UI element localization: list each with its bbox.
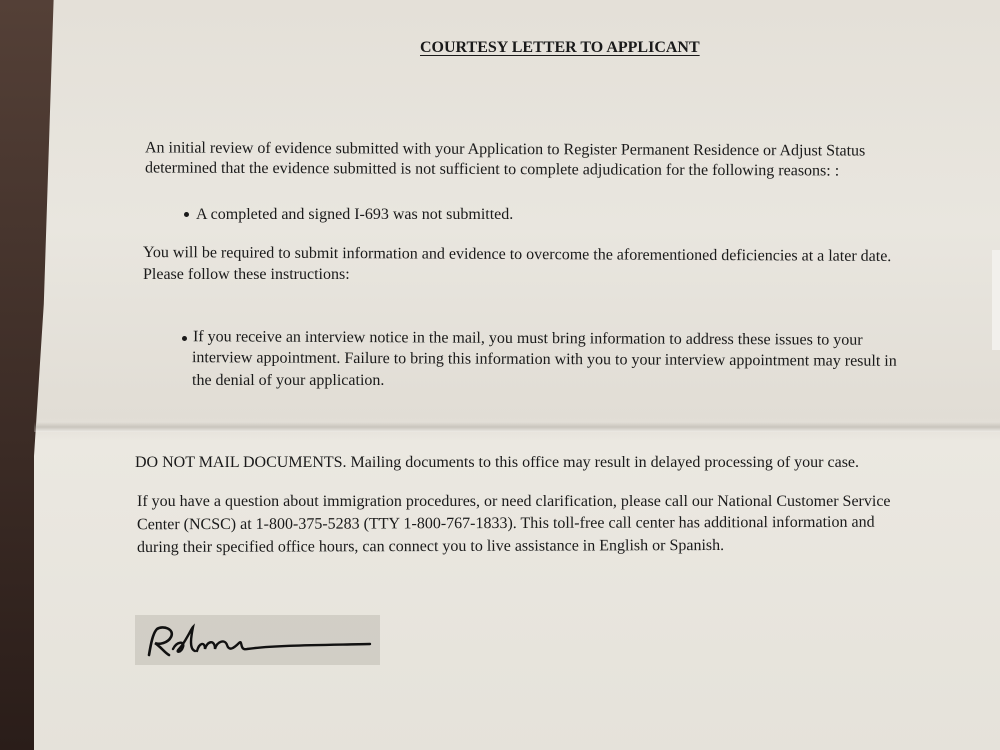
reason-bullet-dot (184, 212, 189, 217)
signature (135, 615, 380, 665)
contact-line-2: Center (NCSC) at 1-800-375-5283 (TTY 1-800-767-1833). This toll-free call center has additional information and (136, 513, 875, 534)
signature-scribble-icon (135, 615, 380, 665)
instruction-bullet-line-1: If you receive an interview notice in the mail, you must bring information to address these issues to your (192, 328, 863, 349)
instruction-bullet-line-3: the denial of your application. (192, 372, 385, 389)
paper-fold-line (34, 422, 1000, 432)
intro-line-2: determined that the evidence submitted is not sufficient to complete adjudication for the following reasons: : (144, 159, 840, 180)
instruction-bullet-dot (182, 336, 187, 341)
intro-line-1: An initial review of evidence submitted with your Application to Register Permanent Residence or Adjust Status (144, 139, 866, 160)
reason-bullet-text: A completed and signed I-693 was not submitted. (196, 206, 514, 223)
do-not-mail-notice: DO NOT MAIL DOCUMENTS. Mailing documents to this office may result in delayed processing of your case. (135, 454, 860, 471)
instructions-line-2: Please follow these instructions: (143, 266, 350, 283)
contact-line-3: during their specified office hours, can connect you to live assistance in English or Spanish. (136, 536, 725, 557)
instructions-line-1: You will be required to submit information and evidence to overcome the aforementioned deficiencies at a later date. (142, 244, 892, 265)
contact-line-1: If you have a question about immigration procedures, or need clarification, please call our National Customer Service (137, 493, 891, 510)
background-paper-edge (992, 250, 1000, 350)
letter-title: COURTESY LETTER TO APPLICANT (420, 39, 700, 56)
instruction-bullet-line-2: interview appointment. Failure to bring this information with you to your interview appointment may result in (191, 349, 897, 370)
